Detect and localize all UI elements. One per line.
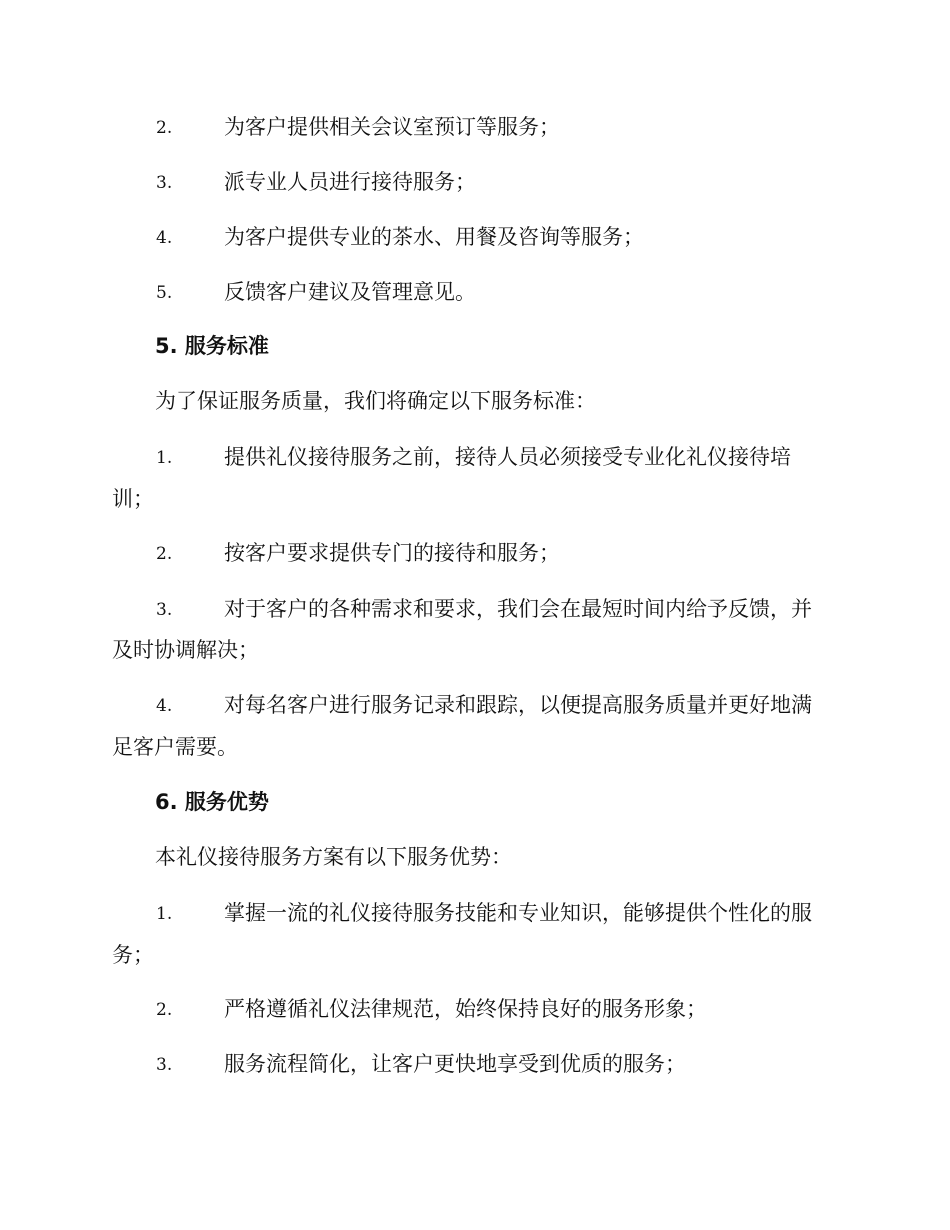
- list-item-text: 提供礼仪接待服务之前，接待人员必须接受专业化礼仪接待培: [224, 445, 791, 469]
- list-number: 2.: [156, 118, 173, 138]
- list-item-text: 服务流程简化，让客户更快地享受到优质的服务；: [224, 1052, 686, 1076]
- list-item-text: 对于客户的各种需求和要求，我们会在最短时间内给予反馈，并: [224, 597, 812, 621]
- list-item-text: 派专业人员进行接待服务；: [224, 170, 476, 194]
- list-item-continuation: 务；: [112, 943, 154, 967]
- list-number: 2.: [156, 544, 173, 564]
- list-item-text: 掌握一流的礼仪接待服务技能和专业知识，能够提供个性化的服: [224, 901, 812, 925]
- list-number: 3.: [156, 600, 173, 620]
- list-number: 4.: [156, 696, 173, 716]
- list-item-text: 为客户提供相关会议室预订等服务；: [224, 115, 560, 139]
- list-item-text: 为客户提供专业的茶水、用餐及咨询等服务；: [224, 225, 644, 249]
- list-item-text: 反馈客户建议及管理意见。: [224, 280, 476, 304]
- list-item-continuation: 足客户需要。: [112, 735, 238, 759]
- list-number: 1.: [156, 904, 173, 924]
- list-number: 2.: [156, 1000, 173, 1020]
- section-heading: 6. 服务优势: [155, 790, 269, 814]
- list-number: 5.: [156, 283, 173, 303]
- list-item-continuation: 及时协调解决；: [112, 638, 259, 662]
- list-number: 3.: [156, 173, 173, 193]
- list-number: 4.: [156, 228, 173, 248]
- list-item-text: 对每名客户进行服务记录和跟踪，以便提高服务质量并更好地满: [224, 693, 812, 717]
- list-number: 1.: [156, 448, 173, 468]
- section-intro: 本礼仪接待服务方案有以下服务优势：: [155, 845, 512, 869]
- list-item-text: 按客户要求提供专门的接待和服务；: [224, 541, 560, 565]
- list-item-continuation: 训；: [112, 487, 154, 511]
- section-intro: 为了保证服务质量，我们将确定以下服务标准：: [155, 389, 596, 413]
- list-item-text: 严格遵循礼仪法律规范，始终保持良好的服务形象；: [224, 997, 707, 1021]
- section-heading: 5. 服务标准: [155, 334, 269, 358]
- list-number: 3.: [156, 1055, 173, 1075]
